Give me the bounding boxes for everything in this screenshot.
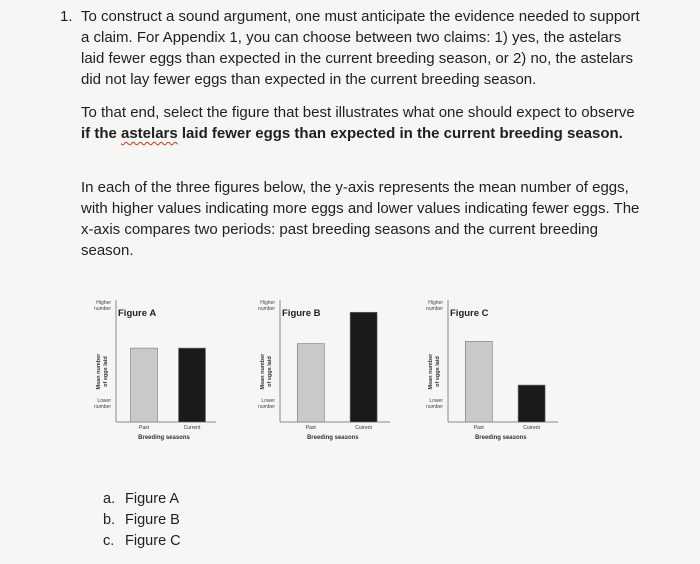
x-tick-current: Current	[183, 425, 201, 431]
x-axis-label: Breeding seasons	[474, 435, 527, 441]
option-c-letter: c.	[103, 533, 115, 549]
option-a-label: Figure A	[125, 491, 180, 507]
figure-a	[82, 290, 232, 450]
y-tick-high: Higher number	[258, 300, 275, 312]
figure-a-chart	[82, 290, 232, 450]
x-tick-past: Past	[138, 425, 150, 431]
question-instruction	[81, 102, 641, 144]
x-tick-current: Current	[523, 425, 540, 431]
axes-description: In each of the three figures below, the y-axis represents the mean number of eggs, with higher values indicating more eggs and lower values indicating fewer eggs. The x-axis compares two periods: past breeding seasons and the current breeding season.	[81, 179, 640, 259]
y-axis-label: Mean numberof eggs laid	[428, 353, 441, 390]
instruction-emphasis	[81, 125, 623, 142]
y-tick-low: Lower number	[426, 398, 443, 410]
instruction-text: To that end, select the figure that best illustrates what one should expect to observe	[81, 104, 635, 121]
bar-past	[297, 344, 324, 422]
instruction-bold-part-1: if the	[81, 125, 121, 142]
option-c-label: Figure C	[125, 533, 181, 549]
x-axis-label: Breeding seasons	[138, 435, 190, 441]
figure-title: Figure B	[282, 308, 321, 319]
x-tick-current: Current	[355, 425, 372, 431]
question-intro: To construct a sound argument, one must anticipate the evidence needed to support a claim. For Appendix 1, you can choose between two claims: 1) yes, the astelars laid fewer eggs than expected in the current breeding season, or 2) no, the astelars did not lay fewer eggs than expected in the current breeding season.	[81, 8, 640, 88]
figure-title: Figure C	[450, 308, 489, 319]
bar-current	[350, 312, 377, 422]
answer-options	[103, 489, 181, 552]
instruction-bold-part-2: laid fewer eggs than expected in the current breeding season.	[177, 125, 623, 142]
bar-past	[131, 348, 158, 422]
y-tick-low: Lower number	[258, 398, 275, 410]
option-b-letter: b.	[103, 512, 116, 528]
option-b-label: Figure B	[125, 512, 180, 528]
bar-current	[518, 385, 545, 422]
option-a-letter: a.	[103, 491, 116, 507]
x-tick-past: Past	[305, 425, 316, 431]
figure-c	[414, 290, 564, 450]
y-tick-high: Higher number	[94, 300, 111, 312]
bar-past	[465, 341, 492, 422]
y-axis-label: Mean numberof eggs laid	[96, 353, 109, 390]
figure-b-chart	[246, 290, 396, 450]
spellcheck-word: astelars	[121, 125, 178, 142]
option-c[interactable]	[103, 531, 181, 552]
option-b[interactable]	[103, 510, 181, 531]
figure-c-chart	[414, 290, 564, 450]
y-tick-low: Lower number	[94, 398, 111, 410]
y-tick-high: Higher number	[426, 300, 443, 312]
x-axis-label: Breeding seasons	[306, 435, 359, 441]
y-axis-label: Mean numberof eggs laid	[260, 353, 273, 390]
figure-title: Figure A	[118, 308, 157, 319]
x-tick-past: Past	[473, 425, 484, 431]
figure-b	[246, 290, 396, 450]
bar-current	[179, 348, 206, 422]
option-a[interactable]	[103, 489, 181, 510]
question-number: 1.	[60, 8, 73, 25]
